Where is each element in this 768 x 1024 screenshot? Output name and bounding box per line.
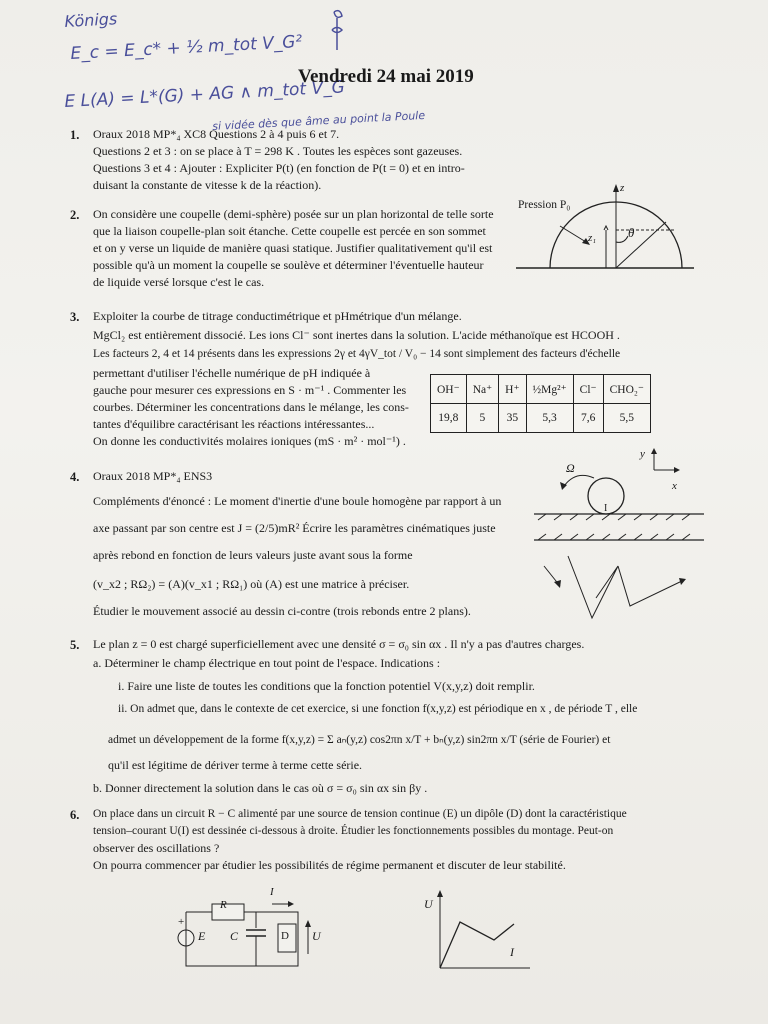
q1-line-3: Questions 3 et 4 : Ajouter : Expliciter P(t) (en fonction de P(t = 0) et en intro-: [93, 161, 465, 175]
table-row: [431, 404, 651, 433]
question-number-3: 3.: [70, 310, 80, 324]
circuit-u-label: U: [312, 929, 321, 943]
q6-line-2: tension–courant U(I) est dessinée ci-dessous à droite. Étudier les fonctionnements possibles du montage. Peut-on: [93, 825, 614, 837]
question-number-2: 2.: [70, 208, 80, 222]
q2-line-2: que la liaison coupelle-plan soit étanche. Cette coupelle est percée en son sommet: [93, 224, 486, 238]
question-number-6: 6.: [70, 808, 80, 822]
q4-line-1: Oraux 2018 MP*₄ ENS3: [93, 469, 213, 483]
q3-line-3: Les facteurs 2, 4 et 14 présents dans les expressions 2γ et 4γV_tot / V₀ − 14 sont simplement des facteurs d'échelle: [93, 348, 621, 360]
question-number-4: 4.: [70, 470, 80, 484]
q3-line-8: On donne les conductivités molaires ioniques (mS · m² · mol⁻¹) .: [93, 434, 406, 448]
table-cell: 35: [499, 404, 526, 433]
u-arrow-icon: [305, 920, 311, 927]
question-6: [93, 806, 703, 874]
table-header-row: [431, 375, 651, 404]
circuit-e-label: E: [198, 929, 206, 943]
q4-line-5: (v_x2 ; RΩ₂) = (A)(v_x1 ; RΩ₁) où (A) est une matrice à préciser.: [93, 577, 410, 591]
table-header-cell: Na⁺: [466, 375, 498, 404]
z-arrow-icon: [613, 184, 619, 192]
bounce-figure: [534, 448, 704, 628]
table-cell: 5: [466, 404, 498, 433]
circuit-i-label: I: [270, 886, 274, 898]
rc-circuit-figure: [172, 890, 322, 980]
question-number-5: 5.: [70, 638, 80, 652]
q4-line-2: Compléments d'énoncé : Le moment d'inertie d'une boule homogène par rapport à un: [93, 494, 502, 508]
y-arrow-icon: [651, 448, 657, 454]
fig-z-label: z: [620, 182, 625, 194]
circuit-r-label: R: [220, 899, 227, 911]
q4-line-3: axe passant par son centre est J = (2/5)mR² Écrire les paramètres cinématiques juste: [93, 521, 496, 535]
handwritten-note-3: E L(A) = L*(G) + AG ∧ m_tot V_G: [64, 77, 346, 112]
characteristic-curve: [440, 922, 514, 968]
q4-line-4: après rebond en fonction de leurs valeurs juste avant sous la forme: [93, 548, 413, 562]
handwritten-doodle-icon: [322, 8, 352, 58]
table-header-cell: H⁺: [499, 375, 526, 404]
table-cell: 19,8: [431, 404, 467, 433]
graph-u-label: U: [424, 897, 433, 911]
q3-line-7: tantes d'équilibre caractérisant les réactions intéressantes...: [93, 417, 375, 431]
table-header-cell: ½Mg²⁺: [526, 375, 573, 404]
z1-marker: [604, 226, 608, 268]
lower-hatching: [538, 534, 690, 540]
fig-pression-label: Pression P₀: [518, 199, 571, 211]
q1-line-4: duisant la constante de vitesse k de la réaction).: [93, 178, 322, 192]
q5-line-4: ii. On admet que, dans le contexte de cet exercice, si une fonction f(x,y,z) est périodique en x , de période T , elle: [118, 703, 638, 715]
circuit-plus-label: +: [178, 916, 185, 928]
q2-line-5: de liquide versé lorsque c'est le cas.: [93, 275, 265, 289]
resistor: [212, 904, 244, 920]
table-cell: 7,6: [573, 404, 603, 433]
q3-line-1: Exploiter la courbe de titrage conductimétrique et pHmétrique d'un mélange.: [93, 309, 462, 323]
upper-hatching: [538, 514, 690, 520]
question-1: [93, 126, 513, 194]
fig-contact-label: I: [604, 503, 608, 514]
q5-line-6: qu'il est légitime de dériver terme à terme cette série.: [108, 758, 363, 772]
fig-z1-label: z₁: [588, 232, 597, 244]
q3-line-2: MgCl₂ est entièrement dissocié. Les ions Cl⁻ sont inertes dans la solution. L'acide méthanoïque est HCOOH .: [93, 328, 620, 342]
theta-arc: [616, 236, 628, 242]
trajectory-arrow-icon: [554, 580, 561, 588]
q2-line-4: possible qu'à un moment la coupelle se soulève et déterminer l'éventuelle hauteur: [93, 258, 484, 272]
table-header-cell: OH⁻: [431, 375, 467, 404]
q6-line-3: observer des oscillations ?: [93, 841, 220, 855]
table-header-cell: Cl⁻: [573, 375, 603, 404]
question-2: [93, 206, 513, 291]
q1-line-2: Questions 2 et 3 : on se place à T = 298 K . Toutes les espèces sont gazeuses.: [93, 144, 463, 158]
q5-line-3: i. Faire une liste de toutes les conditions que la fonction potentiel V(x,y,z) doit remplir.: [118, 679, 535, 693]
question-number-1: 1.: [70, 128, 80, 142]
fig-y-label: y: [640, 448, 645, 460]
fig-omega-label: Ω: [566, 461, 575, 475]
q1-line-1: Oraux 2018 MP*₄ XC8 Questions 2 à 4 puis 6 et 7.: [93, 127, 340, 141]
trajectory: [544, 556, 684, 618]
q6-line-4: On pourra commencer par étudier les possibilités de régime permanent et discuter de leur stabilité.: [93, 858, 566, 872]
fig-x-label: x: [672, 480, 677, 492]
circuit-c-label: C: [230, 929, 239, 943]
trajectory-arrow-icon-2: [679, 578, 686, 585]
table-cell: 5,5: [603, 404, 650, 433]
conductivity-table: [430, 374, 651, 433]
question-4: [93, 468, 533, 620]
q5-line-2: a. Déterminer le champ électrique en tout point de l'espace. Indications :: [93, 656, 441, 670]
current-arrow-icon: [288, 901, 294, 907]
question-5: [93, 636, 693, 797]
page-title: Vendredi 24 mai 2019: [298, 66, 474, 87]
radius-line: [616, 222, 666, 268]
fig-theta-label: θ: [628, 225, 635, 240]
handwritten-note-4: si vidée dès que âme au point la Poule: [212, 108, 426, 133]
q5-line-1: Le plan z = 0 est chargé superficiellement avec une densité σ = σ₀ sin αx . Il n'y a pas d'autres charges.: [93, 637, 585, 651]
graph-i-label: I: [510, 945, 514, 959]
handwritten-note-2: E_c = E_c* + ½ m_tot V_G²: [70, 31, 303, 64]
table-cell: 5,3: [526, 404, 573, 433]
q4-line-6: Étudier le mouvement associé au dessin ci-contre (trois rebonds entre 2 plans).: [93, 604, 471, 618]
q3-line-6: courbes. Déterminer les concentrations dans le mélange, les cons-: [93, 400, 409, 414]
q5-line-5: admet un développement de la forme f(x,y,z) = Σ aₙ(y,z) cos2πn x/T + bₙ(y,z) sin2πn x/T (série de Fourier) et: [108, 734, 611, 746]
circuit-d-label: D: [281, 930, 289, 942]
ui-characteristic-graph: [430, 888, 540, 978]
q2-line-1: On considère une coupelle (demi-sphère) posée sur un plan horizontal de telle sorte: [93, 207, 494, 221]
q2-line-3: et on y verse un liquide de manière quasi statique. Justifier qualitativement qu'il est: [93, 241, 493, 255]
x-arrow-icon: [674, 467, 680, 473]
pressure-arrow: [560, 226, 586, 242]
table-header-cell: CHO₂⁻: [603, 375, 650, 404]
graph-u-arrow-icon: [437, 890, 443, 897]
q3-line-5: gauche pour mesurer ces expressions en S · m⁻¹ . Commenter les: [93, 383, 407, 397]
q6-line-1: On place dans un circuit R − C alimenté par une source de tension continue (E) un dipôle (D) dont la caractéristique: [93, 808, 627, 820]
q5-line-7: b. Donner directement la solution dans le cas où σ = σ₀ sin αx sin βy .: [93, 781, 428, 795]
q3-line-4: permettant d'utiliser l'échelle numérique de pH indiquée à: [93, 366, 371, 380]
handwritten-note-1: Königs: [64, 9, 118, 31]
